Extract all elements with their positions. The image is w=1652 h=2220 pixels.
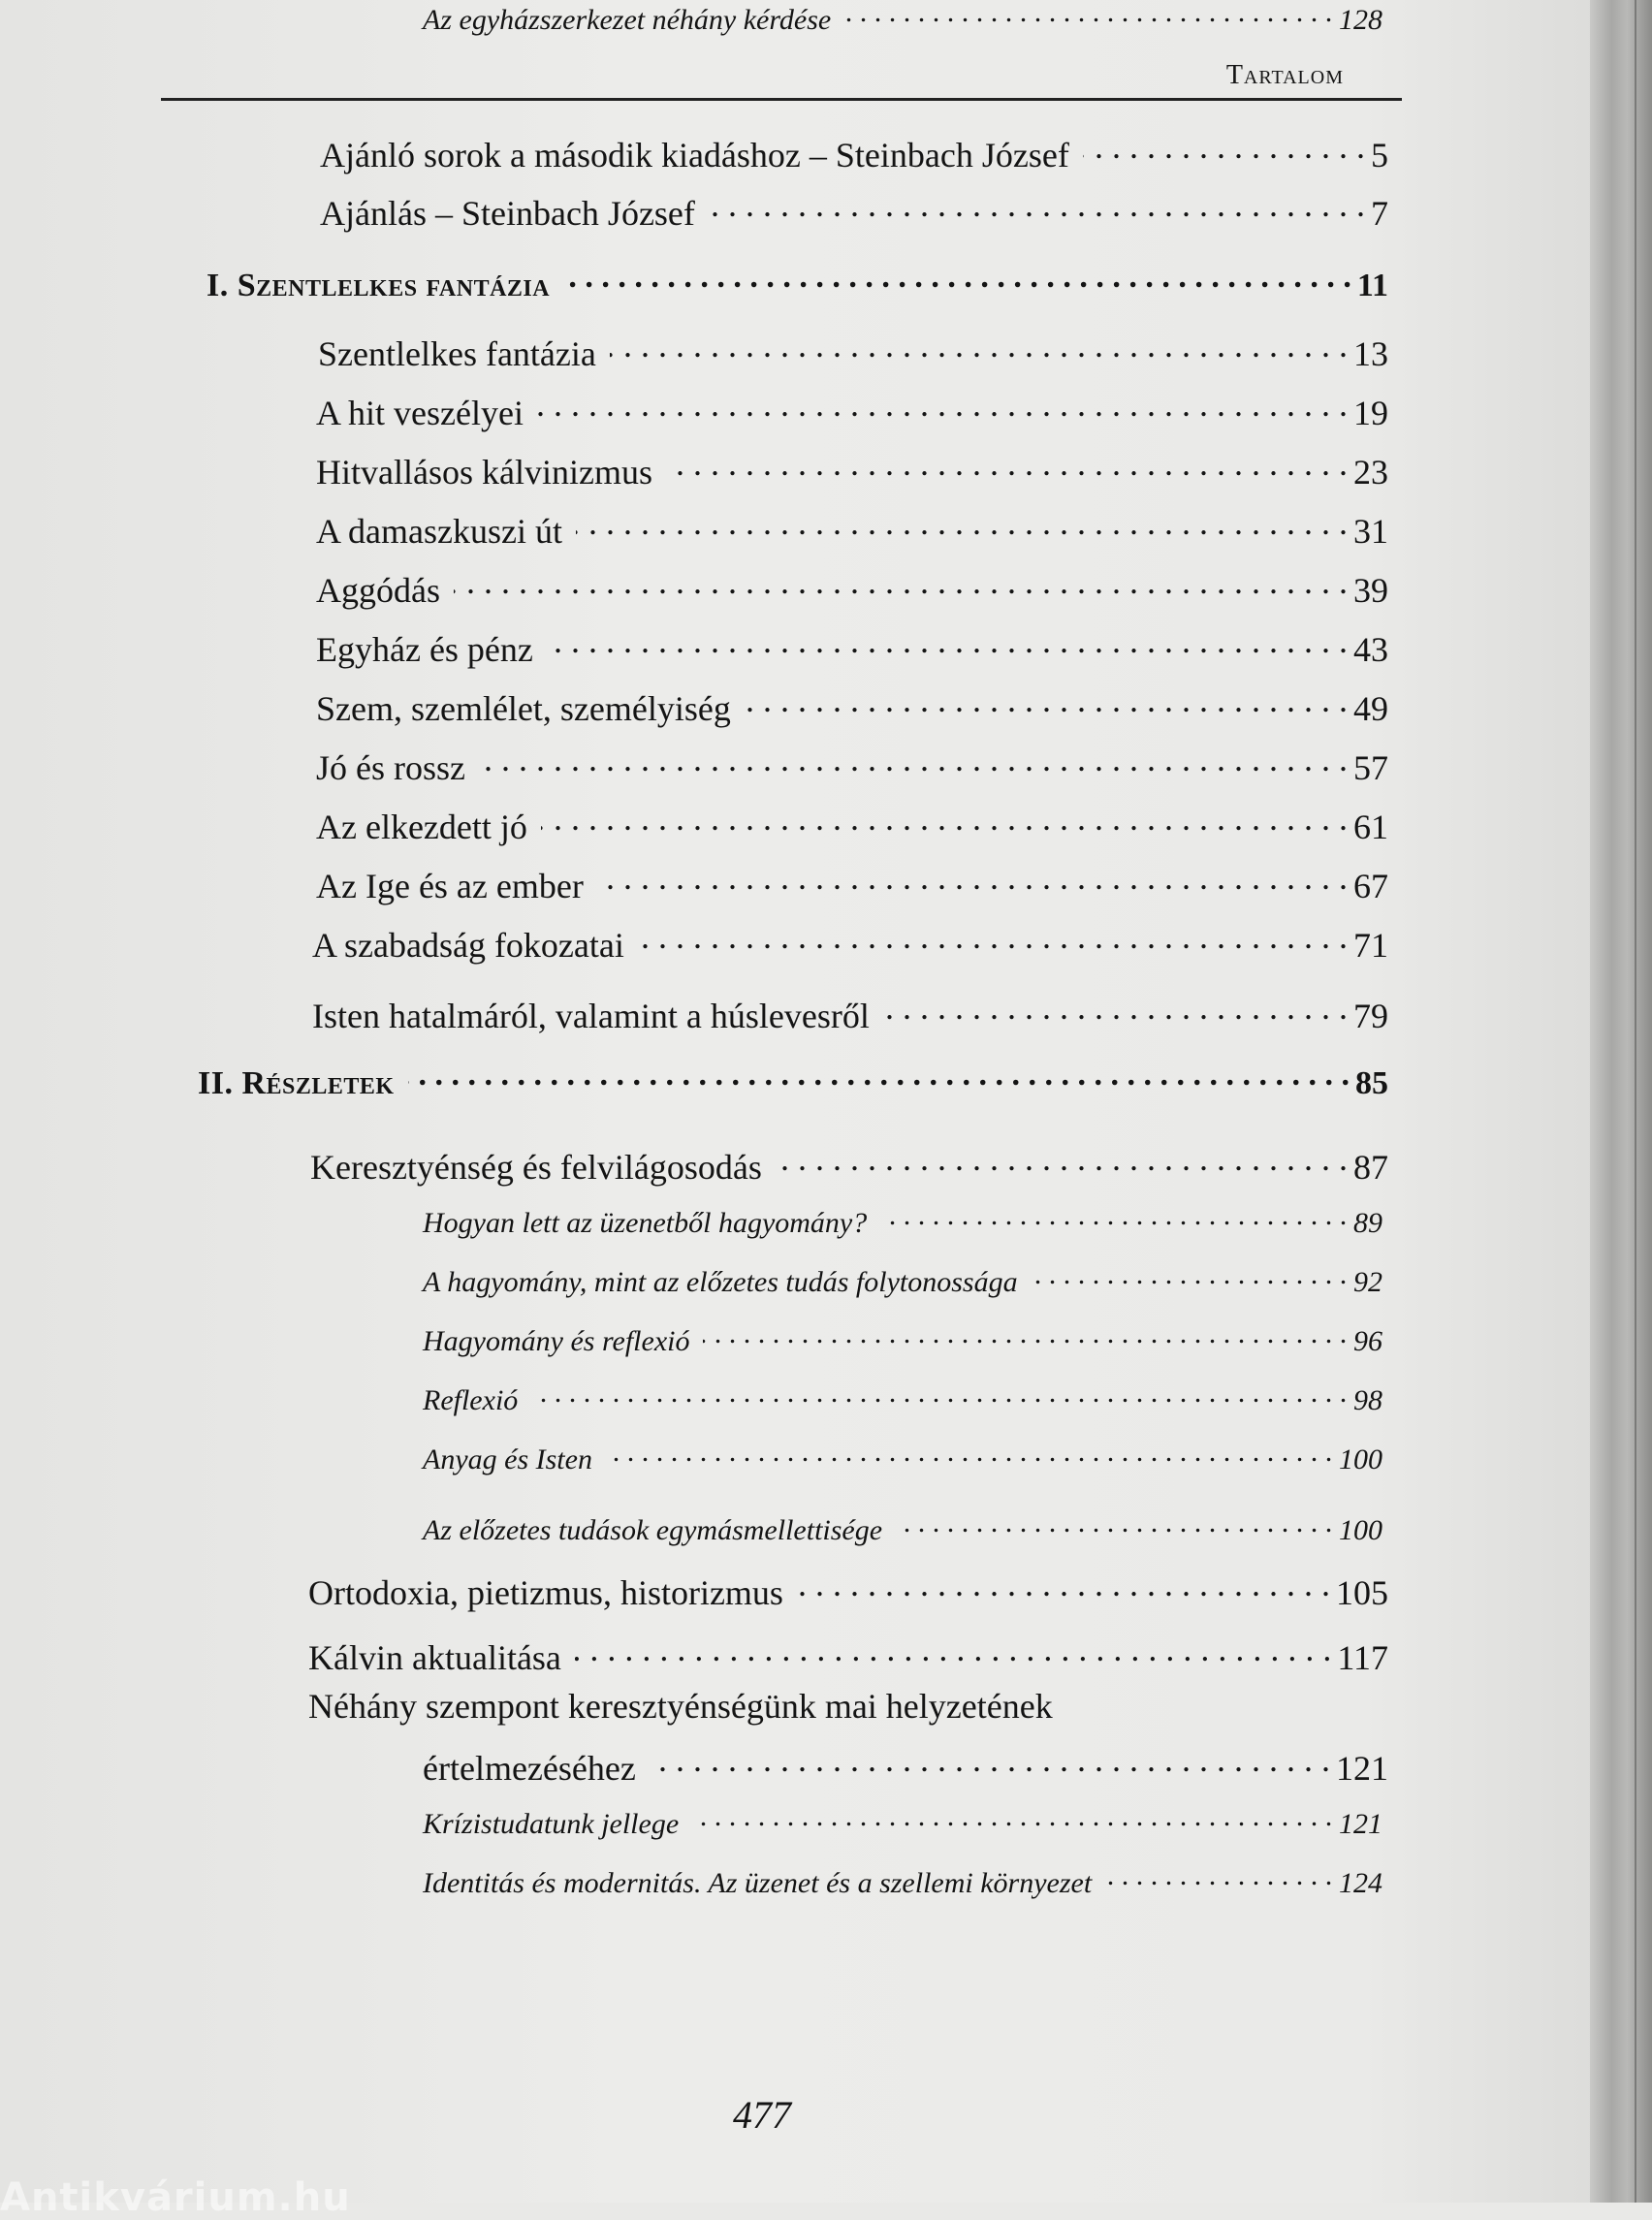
toc-subentry: [423, 1262, 1382, 1299]
toc-page-number: 89: [1353, 1207, 1382, 1239]
toc-entry: [320, 132, 1388, 175]
dot-leader: [666, 449, 1348, 484]
dot-leader: [1105, 1863, 1333, 1892]
toc-title: A hit veszélyei: [316, 394, 524, 432]
toc-page-number: 23: [1353, 453, 1388, 492]
toc-page-number: 87: [1353, 1148, 1388, 1187]
dot-leader: [576, 508, 1348, 543]
toc-page-number: 39: [1353, 571, 1388, 610]
toc-title: Hitvallásos kálvinizmus: [316, 453, 652, 492]
toc-page-number: 71: [1353, 926, 1388, 965]
toc-title: A szabadság fokozatai: [312, 926, 624, 965]
toc-subentry: [423, 1380, 1382, 1417]
dot-leader: [638, 922, 1348, 957]
toc-title: Krízistudatunk jellege: [423, 1808, 680, 1840]
toc-subentry: [423, 1440, 1382, 1476]
toc-title: Aggódás: [316, 571, 440, 610]
toc-title: értelmezéséhez: [423, 1749, 636, 1788]
toc-page-number: 7: [1371, 194, 1388, 233]
dot-leader: [1032, 1262, 1348, 1291]
toc-entry: [423, 1745, 1388, 1789]
toc-page-number: 85: [1355, 1065, 1388, 1101]
header-rule: [161, 98, 1402, 101]
dot-leader: [575, 1634, 1331, 1669]
toc-title: Kálvin aktualitása: [308, 1638, 561, 1677]
toc-entry: [316, 685, 1388, 729]
toc-page-number: 121: [1336, 1749, 1388, 1788]
dot-leader: [537, 390, 1348, 425]
page-edge: [1590, 0, 1652, 2203]
toc-page-number: 100: [1339, 1443, 1382, 1475]
toc-title: I. Szentlelkes fantázia: [206, 268, 551, 303]
toc-entry: [316, 390, 1388, 433]
toc-title: II. Részletek: [198, 1065, 395, 1101]
dot-leader: [896, 1510, 1333, 1539]
page-edge-line: [1635, 0, 1636, 2203]
toc-section-heading: [198, 1061, 1388, 1102]
toc-page-number: 96: [1353, 1325, 1382, 1357]
dot-leader: [1083, 132, 1365, 167]
toc-page-number: 128: [1339, 4, 1382, 36]
toc-page-number: 61: [1353, 808, 1388, 846]
toc-title: Az előzetes tudások egymásmellettisége: [423, 1514, 883, 1546]
toc-title: A hagyomány, mint az előzetes tudás folytonossága: [423, 1266, 1018, 1298]
toc-page-number: 121: [1339, 1808, 1382, 1840]
toc-title: Anyag és Isten: [423, 1443, 592, 1475]
dot-leader: [797, 1570, 1330, 1604]
dot-leader: [709, 190, 1365, 225]
toc-page-number: 92: [1353, 1266, 1382, 1298]
toc-page-number: 105: [1336, 1573, 1388, 1612]
toc-subentry: [423, 1321, 1382, 1358]
dot-leader: [844, 0, 1333, 29]
toc-title: Ajánló sorok a második kiadáshoz – Steinbach József: [320, 136, 1069, 174]
toc-title: Az egyházszerkezet néhány kérdése: [423, 4, 832, 36]
toc-entry: [308, 1634, 1388, 1678]
toc-section-heading: [206, 263, 1388, 304]
toc-subentry: [423, 1203, 1382, 1240]
toc-entry: [316, 508, 1388, 552]
toc-subentry: [423, 1804, 1382, 1841]
dot-leader: [880, 1203, 1348, 1232]
toc-title: Identitás és modernitás. Az üzenet és a szellemi környezet: [423, 1867, 1093, 1899]
dot-leader: [547, 626, 1348, 661]
dot-leader: [531, 1380, 1348, 1410]
toc-subentry: [423, 1863, 1382, 1900]
dot-leader: [479, 745, 1348, 779]
toc-page-number: 117: [1337, 1638, 1388, 1677]
toc-page-number: 31: [1353, 512, 1388, 551]
toc-entry: [312, 993, 1388, 1036]
toc-page-number: 49: [1353, 689, 1388, 728]
toc-entry: [316, 863, 1388, 906]
toc-title: Reflexió: [423, 1384, 519, 1416]
toc-title: Isten hatalmáról, valamint a húslevesről: [312, 997, 870, 1035]
toc-page-number: 19: [1353, 394, 1388, 432]
dot-leader: [454, 567, 1348, 602]
dot-leader: [541, 804, 1348, 839]
toc-entry: [320, 190, 1388, 234]
dot-leader: [408, 1061, 1350, 1094]
toc-page-number: 13: [1353, 334, 1388, 373]
toc-page-number: 98: [1353, 1384, 1382, 1416]
toc-subentry: [423, 1510, 1382, 1547]
toc-entry: [308, 1570, 1388, 1613]
toc-entry: [316, 804, 1388, 847]
toc-title: Keresztyénség és felvilágosodás: [310, 1148, 762, 1187]
toc-page-number: 79: [1353, 997, 1388, 1035]
toc-title: Ortodoxia, pietizmus, historizmus: [308, 1573, 783, 1612]
toc-page-number: 11: [1356, 268, 1388, 303]
toc-title: Szem, szemlélet, személyiség: [316, 689, 731, 728]
toc-page-number: 67: [1353, 867, 1388, 905]
dot-leader: [606, 1440, 1333, 1469]
dot-leader: [692, 1804, 1333, 1833]
toc-entry-line: Néhány szempont keresztyénségünk mai helyzetének: [308, 1687, 1053, 1726]
toc-page-number: 124: [1339, 1867, 1382, 1899]
dot-leader: [745, 685, 1348, 720]
watermark: Antikvárium.hu: [0, 2175, 351, 2220]
toc-title: A damaszkuszi út: [316, 512, 562, 551]
dot-leader: [610, 331, 1348, 365]
toc-page-number: 100: [1339, 1514, 1382, 1546]
toc-entry: [316, 626, 1388, 670]
toc-entry: [312, 922, 1388, 966]
dot-leader: [703, 1321, 1348, 1350]
toc-entry: [318, 331, 1388, 374]
toc-title: Az elkezdett jó: [316, 808, 527, 846]
toc-entry: [316, 449, 1388, 492]
toc-page-number: 57: [1353, 748, 1388, 787]
toc-title: Jó és rossz: [316, 748, 465, 787]
toc-subentry: [423, 0, 1382, 37]
toc-entry: [310, 1144, 1388, 1188]
toc-entry: [316, 745, 1388, 788]
dot-leader: [597, 863, 1348, 898]
dot-leader: [563, 263, 1351, 296]
toc-title: Hagyomány és reflexió: [423, 1325, 690, 1357]
page-number: 477: [733, 2093, 791, 2137]
dot-leader: [650, 1745, 1330, 1780]
toc-page-number: 5: [1371, 136, 1388, 174]
toc-title: Ajánlás – Steinbach József: [320, 194, 695, 233]
dot-leader: [883, 993, 1348, 1028]
toc-entry: [316, 567, 1388, 611]
toc-title: Az Ige és az ember: [316, 867, 584, 905]
toc-title: Hogyan lett az üzenetből hagyomány?: [423, 1207, 868, 1239]
toc-title: Szentlelkes fantázia: [318, 334, 596, 373]
toc-title: Egyház és pénz: [316, 630, 533, 669]
dot-leader: [776, 1144, 1348, 1179]
running-header: Tartalom: [1225, 60, 1344, 90]
toc-page-number: 43: [1353, 630, 1388, 669]
